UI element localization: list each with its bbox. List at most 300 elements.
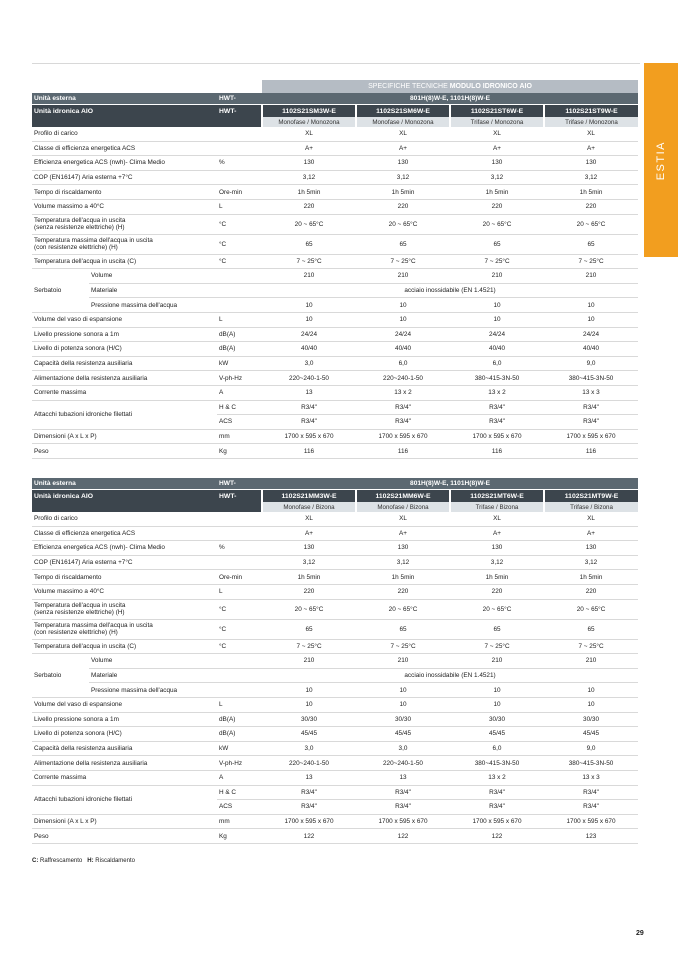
outdoor-unit-label: Unità esterna — [32, 93, 217, 105]
spec-value: A+ — [356, 141, 450, 156]
spec-label-text: COP (EN16147) Aria esterna +7°C — [34, 174, 133, 182]
spec-value: 220 — [262, 584, 356, 599]
spec-value: 1700 x 595 x 670 — [262, 429, 356, 444]
spec-value: 10 — [356, 312, 450, 327]
spec-value: 24/24 — [450, 327, 544, 342]
spec-value: 130 — [262, 156, 356, 171]
spec-value: 7 ~ 25°C — [544, 254, 638, 269]
spec-value: 10 — [544, 312, 638, 327]
attacchi-acs-label: ACS — [217, 800, 262, 815]
serbatoio-volume-value: 210 — [544, 654, 638, 669]
spec-label — [32, 185, 217, 200]
attacchi-acs-label: ACS — [217, 415, 262, 430]
spec-row — [32, 214, 638, 234]
spec-row — [32, 555, 638, 570]
spec-value: 10 — [262, 312, 356, 327]
serbatoio-label: Serbatoio — [32, 269, 89, 313]
spec-value: 3,12 — [356, 555, 450, 570]
spec-value: 116 — [262, 444, 356, 459]
spec-value: 1h 5min — [262, 570, 356, 585]
spec-value: 10 — [450, 312, 544, 327]
spec-label-text: Temperatura massima dell'acqua in uscita — [34, 622, 153, 630]
attacchi-label: Attacchi tubazioni idroniche filettati — [32, 400, 217, 429]
spec-unit: mm — [217, 429, 262, 444]
spec-value: A+ — [356, 526, 450, 541]
spec-label-text: Tempo di riscaldamento — [34, 188, 102, 196]
legend-c-text: Raffrescamento — [40, 858, 83, 864]
spec-value: 3,12 — [356, 170, 450, 185]
spec-value: 6,0 — [356, 356, 450, 371]
spec-row — [32, 727, 638, 742]
serbatoio-pressure-row — [32, 298, 638, 313]
spec-value: 20 ~ 65°C — [450, 214, 544, 234]
spec-unit — [217, 526, 262, 541]
spec-value: 7 ~ 25°C — [544, 639, 638, 654]
serbatoio-pressure-label: Pressione massima dell'acqua — [89, 683, 217, 698]
spec-unit — [217, 127, 262, 141]
spec-value: 130 — [544, 541, 638, 556]
unit-type: Monofase / Monozona — [356, 117, 450, 127]
attacchi-hc-value: R3/4" — [544, 400, 638, 415]
spec-value: A+ — [262, 141, 356, 156]
spec-value: 122 — [356, 829, 450, 844]
spec-value: 20 ~ 65°C — [450, 599, 544, 619]
spec-value: 1h 5min — [356, 570, 450, 585]
spec-label — [32, 727, 217, 742]
serbatoio-volume-value: 210 — [356, 269, 450, 284]
serbatoio-material-value: acciaio inossidabile (EN 1.4521) — [262, 283, 638, 298]
serbatoio-pressure-value: 10 — [450, 683, 544, 698]
spec-label-note: (senza resistenze elettriche) (H) — [34, 224, 125, 232]
side-tab-label: ESTIA — [655, 141, 667, 181]
spec-label-text: Volume del vaso di espansione — [34, 701, 123, 709]
serbatoio-volume-label: Volume — [89, 654, 217, 669]
spec-label — [32, 599, 217, 619]
spec-value: 220~240-1-50 — [262, 371, 356, 386]
spec-value: 20 ~ 65°C — [544, 599, 638, 619]
spec-unit: V-ph-Hz — [217, 371, 262, 386]
spec-unit — [217, 170, 262, 185]
spec-value: 13 — [262, 385, 356, 400]
spec-label — [32, 170, 217, 185]
model-code: 1102S21ST9W-E — [544, 105, 638, 118]
spec-value: 130 — [450, 541, 544, 556]
spec-unit: A — [217, 385, 262, 400]
spec-unit: °C — [217, 639, 262, 654]
spec-value: 1700 x 595 x 670 — [450, 429, 544, 444]
spec-value: 6,0 — [450, 741, 544, 756]
spec-label — [32, 234, 217, 254]
spec-row — [32, 639, 638, 654]
spec-row — [32, 741, 638, 756]
spec-unit: Ore-min — [217, 570, 262, 585]
spec-value: 220 — [356, 199, 450, 214]
serbatoio-pressure-value: 10 — [356, 298, 450, 313]
spec-value: 30/30 — [544, 712, 638, 727]
spec-row — [32, 156, 638, 171]
serbatoio-volume-value: 210 — [544, 269, 638, 284]
indoor-unit-prefix: HWT- — [217, 490, 262, 503]
spec-label-text: Volume massimo a 40°C — [34, 203, 105, 211]
spec-label — [32, 127, 217, 141]
spec-value: 220 — [544, 584, 638, 599]
unit-type: Trifase / Bizona — [544, 502, 638, 512]
spec-value: 380~415-3N-50 — [544, 371, 638, 386]
spec-row — [32, 444, 638, 459]
outdoor-unit-prefix: HWT- — [217, 93, 262, 105]
spec-row — [32, 697, 638, 712]
spec-label — [32, 756, 217, 771]
spec-value: 30/30 — [450, 712, 544, 727]
indoor-unit-label: Unità idronica AIO — [32, 490, 217, 503]
spec-value: 65 — [450, 234, 544, 254]
serbatoio-pressure-value: 10 — [544, 298, 638, 313]
spec-label — [32, 512, 217, 526]
spec-value: 220 — [450, 584, 544, 599]
spec-label-text: Livello pressione sonora a 1m — [34, 330, 119, 338]
spec-value: 24/24 — [356, 327, 450, 342]
indoor-unit-prefix: HWT- — [217, 105, 262, 118]
serbatoio-pressure-value: 10 — [262, 683, 356, 698]
serbatoio-volume-value: 210 — [450, 269, 544, 284]
spec-value: 7 ~ 25°C — [450, 254, 544, 269]
attacchi-acs-value: R3/4" — [262, 415, 356, 430]
spec-label-text: COP (EN16147) Aria esterna +7°C — [34, 559, 133, 567]
attacchi-hc-value: R3/4" — [356, 400, 450, 415]
spec-label — [32, 741, 217, 756]
spec-row — [32, 356, 638, 371]
model-code: 1102S21MM6W-E — [356, 490, 450, 503]
spec-label-text: Tempo di riscaldamento — [34, 573, 102, 581]
spec-value: 30/30 — [356, 712, 450, 727]
attacchi-hc-label: H & C — [217, 785, 262, 800]
spec-value: 65 — [262, 619, 356, 639]
legend-h-text: Riscaldamento — [95, 858, 135, 864]
spec-value: 30/30 — [262, 712, 356, 727]
model-code: 1102S21MM3W-E — [262, 490, 356, 503]
spec-label — [32, 156, 217, 171]
unit-type: Monofase / Monozona — [262, 117, 356, 127]
spec-value: 123 — [544, 829, 638, 844]
serbatoio-volume-row — [32, 654, 638, 669]
spec-value: 220~240-1-50 — [356, 756, 450, 771]
spec-label-text: Volume del vaso di espansione — [34, 316, 123, 324]
spec-unit: kW — [217, 356, 262, 371]
spec-title-row — [32, 80, 638, 93]
serbatoio-material-row — [32, 283, 638, 298]
spec-value: 7 ~ 25°C — [450, 639, 544, 654]
spec-value: 3,12 — [262, 555, 356, 570]
outdoor-unit-label: Unità esterna — [32, 478, 217, 490]
spec-value: 1h 5min — [356, 185, 450, 200]
spec-unit: L — [217, 312, 262, 327]
spec-row — [32, 185, 638, 200]
spec-label — [32, 526, 217, 541]
spec-label — [32, 570, 217, 585]
spec-value: 1h 5min — [544, 570, 638, 585]
serbatoio-label: Serbatoio — [32, 654, 89, 698]
spec-row — [32, 327, 638, 342]
legend-h-key: H: — [87, 858, 94, 864]
attacchi-hc-value: R3/4" — [544, 785, 638, 800]
model-code: 1102S21MT9W-E — [544, 490, 638, 503]
spec-value: 1700 x 595 x 670 — [356, 814, 450, 829]
spec-label — [32, 141, 217, 156]
spec-label — [32, 541, 217, 556]
spec-value: 122 — [450, 829, 544, 844]
serbatoio-volume-value: 210 — [262, 654, 356, 669]
spec-value: 130 — [356, 541, 450, 556]
spec-unit: °C — [217, 619, 262, 639]
spec-unit: Ore-min — [217, 185, 262, 200]
unit-type-row — [32, 502, 638, 512]
spec-value: 1h 5min — [450, 185, 544, 200]
spec-value: 130 — [544, 156, 638, 171]
spec-value: 380~415-3N-50 — [450, 756, 544, 771]
serbatoio-volume-value: 210 — [262, 269, 356, 284]
spec-value: 7 ~ 25°C — [262, 254, 356, 269]
spec-value: 1h 5min — [544, 185, 638, 200]
spec-value: 9,0 — [544, 741, 638, 756]
spec-label — [32, 385, 217, 400]
indoor-unit-row — [32, 105, 638, 118]
spec-label-text: Efficienza energetica ACS (nwh)- Clima Medio — [34, 159, 165, 167]
spec-label-text: Livello di potenza sonora (H/C) — [34, 345, 122, 353]
spec-unit: °C — [217, 254, 262, 269]
spec-value: 1700 x 595 x 670 — [356, 429, 450, 444]
serbatoio-pressure-value: 10 — [262, 298, 356, 313]
spec-value: 13 x 2 — [450, 770, 544, 785]
outdoor-unit-prefix: HWT- — [217, 478, 262, 490]
spec-label — [32, 356, 217, 371]
spec-label — [32, 199, 217, 214]
spec-value: 65 — [450, 619, 544, 639]
spec-value: 3,12 — [450, 170, 544, 185]
spec-value: 116 — [356, 444, 450, 459]
spec-table-monozona — [32, 80, 638, 459]
spec-unit — [217, 555, 262, 570]
spec-label — [32, 619, 217, 639]
spec-label-text: Corrente massima — [34, 774, 87, 782]
spec-value: 20 ~ 65°C — [356, 599, 450, 619]
spec-row — [32, 199, 638, 214]
spec-value: 116 — [450, 444, 544, 459]
serbatoio-volume-label: Volume — [89, 269, 217, 284]
attacchi-label: Attacchi tubazioni idroniche filettati — [32, 785, 217, 814]
spec-value: 20 ~ 65°C — [262, 214, 356, 234]
spec-value: 65 — [356, 234, 450, 254]
spec-label-text: Temperatura dell'acqua in uscita — [34, 217, 126, 225]
spec-value: 220~240-1-50 — [262, 756, 356, 771]
spec-unit: L — [217, 199, 262, 214]
spec-label — [32, 697, 217, 712]
attacchi-hc-row — [32, 785, 638, 800]
spec-value: 65 — [262, 234, 356, 254]
spec-label — [32, 814, 217, 829]
spec-value: 13 — [356, 770, 450, 785]
spec-row — [32, 312, 638, 327]
attacchi-acs-value: R3/4" — [450, 800, 544, 815]
spec-value: XL — [356, 512, 450, 526]
spec-value: 20 ~ 65°C — [356, 214, 450, 234]
spec-value: 13 x 3 — [544, 385, 638, 400]
spec-label-text: Efficienza energetica ACS (nwh)- Clima Medio — [34, 544, 165, 552]
spec-row — [32, 756, 638, 771]
attacchi-acs-value: R3/4" — [544, 800, 638, 815]
spec-value: 3,12 — [262, 170, 356, 185]
attacchi-hc-value: R3/4" — [262, 400, 356, 415]
spec-value: 7 ~ 25°C — [262, 639, 356, 654]
unit-type: Trifase / Bizona — [450, 502, 544, 512]
serbatoio-material-label: Materiale — [89, 283, 217, 298]
spec-value: 3,12 — [450, 555, 544, 570]
serbatoio-pressure-row — [32, 683, 638, 698]
spec-value: 13 x 2 — [450, 385, 544, 400]
spec-value: A+ — [450, 141, 544, 156]
serbatoio-volume-value: 210 — [450, 654, 544, 669]
unit-type: Monofase / Bizona — [356, 502, 450, 512]
attacchi-acs-value: R3/4" — [544, 415, 638, 430]
spec-value: 40/40 — [356, 342, 450, 357]
spec-value: 1700 x 595 x 670 — [450, 814, 544, 829]
spec-value: 130 — [356, 156, 450, 171]
serbatoio-material-row — [32, 668, 638, 683]
spec-unit: % — [217, 156, 262, 171]
spec-unit — [217, 512, 262, 526]
spec-value: 7 ~ 25°C — [356, 254, 450, 269]
indoor-unit-row — [32, 490, 638, 503]
outdoor-unit-models: 801H(8)W-E, 1101H(8)W-E — [262, 478, 638, 490]
spec-value: 65 — [356, 619, 450, 639]
spec-value: A+ — [544, 526, 638, 541]
spec-value: XL — [450, 127, 544, 141]
spec-value: 10 — [450, 697, 544, 712]
spec-value: 220~240-1-50 — [356, 371, 450, 386]
spec-row — [32, 141, 638, 156]
spec-title — [262, 80, 638, 93]
spec-value: 130 — [450, 156, 544, 171]
spec-label-text: Temperatura dell'acqua in uscita (C) — [34, 257, 137, 265]
outdoor-unit-row — [32, 478, 638, 490]
spec-label — [32, 712, 217, 727]
attacchi-hc-value: R3/4" — [450, 400, 544, 415]
serbatoio-pressure-value: 10 — [356, 683, 450, 698]
spec-value: 380~415-3N-50 — [544, 756, 638, 771]
spec-unit: dB(A) — [217, 327, 262, 342]
spec-label — [32, 254, 217, 269]
spec-label-note: (senza resistenze elettriche) (H) — [34, 609, 125, 617]
spec-unit: dB(A) — [217, 712, 262, 727]
spec-row — [32, 541, 638, 556]
spec-row — [32, 371, 638, 386]
attacchi-acs-value: R3/4" — [356, 415, 450, 430]
spec-label — [32, 327, 217, 342]
spec-label-text: Peso — [34, 447, 49, 455]
spec-value: 13 x 2 — [356, 385, 450, 400]
spec-label — [32, 371, 217, 386]
spec-value: 40/40 — [544, 342, 638, 357]
spec-row — [32, 526, 638, 541]
spec-value: 24/24 — [544, 327, 638, 342]
spec-row — [32, 127, 638, 141]
attacchi-hc-value: R3/4" — [356, 785, 450, 800]
spec-value: 3,0 — [262, 741, 356, 756]
spec-value: A+ — [450, 526, 544, 541]
page-number: 29 — [636, 930, 644, 937]
spec-row — [32, 829, 638, 844]
spec-unit: mm — [217, 814, 262, 829]
spec-value: 45/45 — [262, 727, 356, 742]
spec-value: 3,0 — [262, 356, 356, 371]
spec-value: 9,0 — [544, 356, 638, 371]
spec-value: 6,0 — [450, 356, 544, 371]
spec-unit: A — [217, 770, 262, 785]
spec-value: 20 ~ 65°C — [544, 214, 638, 234]
spec-row — [32, 429, 638, 444]
attacchi-hc-value: R3/4" — [450, 785, 544, 800]
spec-label-text: Profilo di carico — [34, 130, 78, 138]
legend-c-key: C: — [32, 858, 39, 864]
outdoor-unit-row — [32, 93, 638, 105]
spec-label-text: Temperatura massima dell'acqua in uscita — [34, 237, 153, 245]
spec-value: XL — [544, 512, 638, 526]
model-code: 1102S21SM3W-E — [262, 105, 356, 118]
spec-label-text: Classe di efficienza energetica ACS — [34, 529, 136, 537]
spec-row — [32, 584, 638, 599]
spec-row — [32, 512, 638, 526]
serbatoio-pressure-value: 10 — [450, 298, 544, 313]
spec-value: 65 — [544, 619, 638, 639]
outdoor-unit-models: 801H(8)W-E, 1101H(8)W-E — [262, 93, 638, 105]
spec-value: 7 ~ 25°C — [356, 639, 450, 654]
spec-row — [32, 599, 638, 619]
spec-value: XL — [356, 127, 450, 141]
spec-value: 220 — [262, 199, 356, 214]
spec-value: 3,12 — [544, 170, 638, 185]
spec-value: 13 x 3 — [544, 770, 638, 785]
model-code: 1102S21ST6W-E — [450, 105, 544, 118]
spec-label — [32, 444, 217, 459]
spec-label — [32, 770, 217, 785]
spec-row — [32, 712, 638, 727]
spec-value: 40/40 — [450, 342, 544, 357]
spec-unit: dB(A) — [217, 727, 262, 742]
spec-value: 10 — [262, 697, 356, 712]
unit-type-row — [32, 117, 638, 127]
spec-row — [32, 385, 638, 400]
spec-row — [32, 770, 638, 785]
spec-label — [32, 639, 217, 654]
spec-value: 13 — [262, 770, 356, 785]
spec-unit: V-ph-Hz — [217, 756, 262, 771]
spec-value: 65 — [544, 234, 638, 254]
spec-title-bold: MODULO IDRONICO AIO — [449, 83, 532, 90]
spec-value: 122 — [262, 829, 356, 844]
spec-value: A+ — [544, 141, 638, 156]
spec-label-text: Capacità della resistenza ausiliaria — [34, 360, 133, 368]
spec-value: 45/45 — [544, 727, 638, 742]
spec-row — [32, 814, 638, 829]
spec-value: 1h 5min — [262, 185, 356, 200]
attacchi-hc-row — [32, 400, 638, 415]
spec-value: 10 — [356, 697, 450, 712]
spec-row — [32, 254, 638, 269]
spec-unit: dB(A) — [217, 342, 262, 357]
spec-label-text: Livello pressione sonora a 1m — [34, 715, 119, 723]
spec-value: 3,0 — [356, 741, 450, 756]
side-tab — [644, 63, 678, 257]
spec-row — [32, 619, 638, 639]
